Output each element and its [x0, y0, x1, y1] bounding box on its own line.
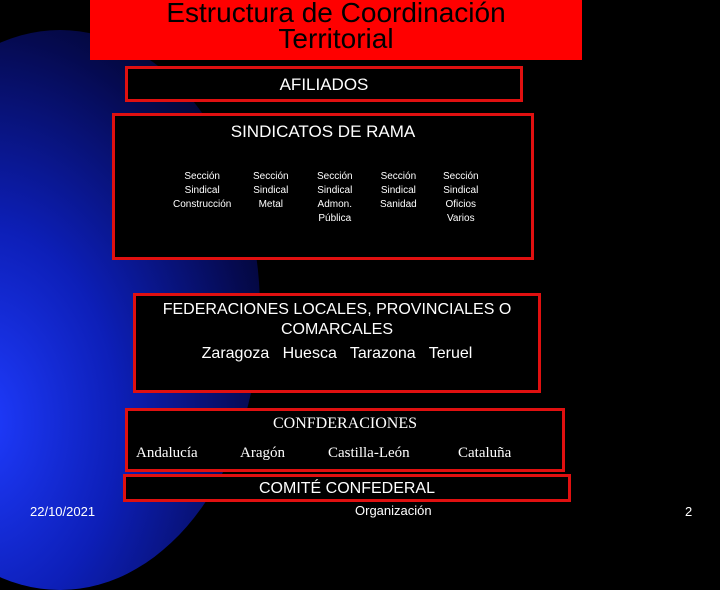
section-line: Sindical	[184, 185, 220, 196]
sindicatos-title: SINDICATOS DE RAMA	[230, 122, 416, 141]
federaciones-box	[133, 293, 541, 393]
section-line: Sindical	[253, 185, 289, 196]
section-line: Pública	[318, 213, 352, 224]
region-aragon: Aragón	[240, 445, 285, 461]
afiliados-box	[125, 66, 523, 102]
region-cataluna: Cataluña	[458, 445, 512, 461]
confederaciones-title: CONFDERACIONES	[272, 415, 417, 432]
section-line: Sindical	[443, 185, 479, 196]
title-line-2: Territorial	[278, 23, 394, 54]
section-oficios-varios	[443, 170, 479, 226]
footer-page-number: 2	[685, 504, 693, 519]
region-andalucia: Andalucía	[136, 445, 198, 461]
sindicatos-box	[112, 113, 534, 260]
section-line: Oficios	[445, 199, 477, 210]
confederaciones-box	[125, 408, 565, 472]
section-construccion	[173, 170, 231, 212]
federaciones-line-2: COMARCALES	[280, 321, 394, 338]
section-line: Varios	[446, 213, 475, 224]
title-banner	[90, 0, 582, 60]
section-line: Sección	[443, 171, 479, 182]
section-line: Sindical	[317, 185, 353, 196]
section-line: Sección	[317, 171, 353, 182]
section-line: Sección	[184, 171, 220, 182]
footer-center: Organización	[355, 503, 432, 518]
title-line-1: Estructura de Coordinación	[166, 0, 506, 28]
section-line: Sección	[253, 171, 289, 182]
afiliados-label: AFILIADOS	[279, 75, 369, 94]
comite-label: COMITÉ CONFEDERAL	[258, 480, 435, 497]
section-line: Metal	[258, 199, 284, 210]
section-sanidad	[380, 170, 417, 212]
section-line: Sindical	[380, 185, 416, 196]
comite-box	[123, 474, 571, 502]
section-line: Sanidad	[380, 199, 417, 210]
footer-date: 22/10/2021	[30, 504, 96, 519]
federaciones-cities: Zaragoza Huesca Tarazona Teruel	[201, 345, 473, 362]
section-line: Construcción	[173, 199, 232, 210]
federaciones-line-1: FEDERACIONES LOCALES, PROVINCIALES O	[162, 301, 512, 318]
section-metal	[253, 170, 289, 212]
region-castilla-leon: Castilla-León	[328, 445, 410, 461]
section-admon-publica	[317, 170, 353, 226]
section-line: Sección	[380, 171, 417, 182]
section-line: Admon.	[317, 199, 353, 210]
